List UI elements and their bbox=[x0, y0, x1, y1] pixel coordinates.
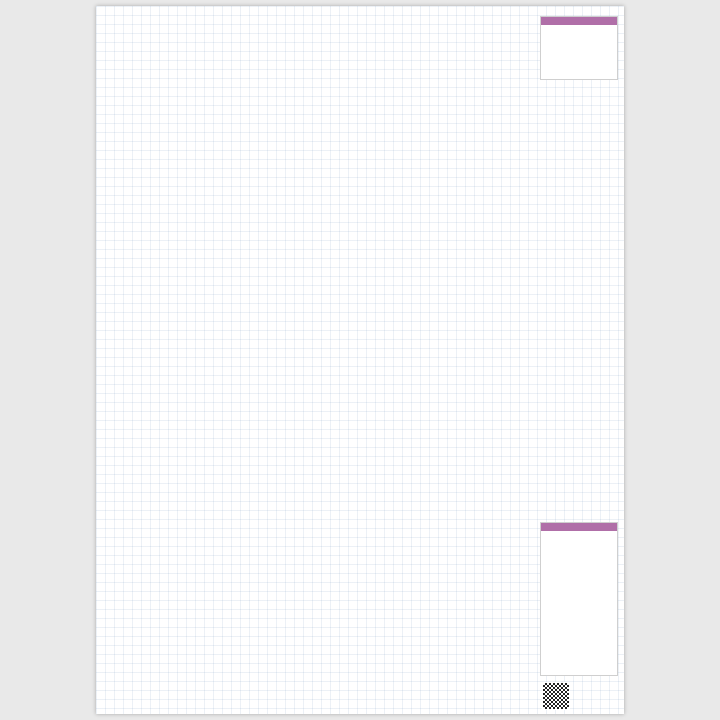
calendar-content bbox=[96, 6, 624, 714]
weekday-header-row bbox=[194, 18, 510, 37]
qr-code[interactable] bbox=[542, 682, 570, 710]
holiday-panel bbox=[540, 522, 618, 676]
calendar-sheet bbox=[96, 6, 624, 714]
moon-panel bbox=[540, 16, 618, 80]
holiday-panel-title bbox=[541, 523, 617, 531]
moon-panel-title bbox=[541, 17, 617, 25]
